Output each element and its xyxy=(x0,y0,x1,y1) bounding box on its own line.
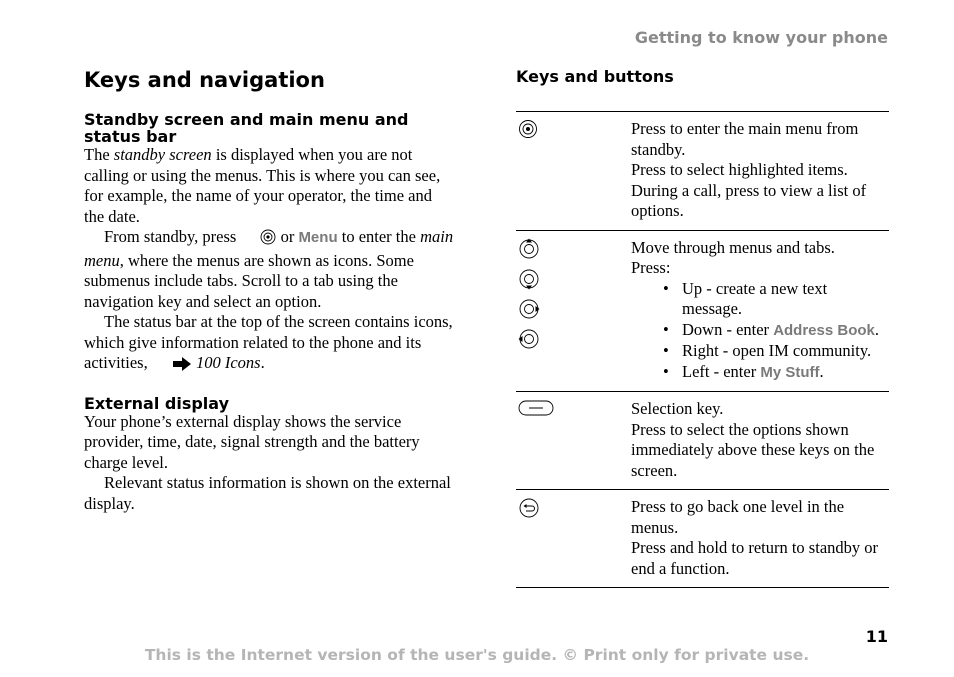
page-number: 11 xyxy=(865,627,888,646)
running-header: Getting to know your phone xyxy=(634,28,888,47)
list-item: • Up - create a new text message. xyxy=(663,279,889,320)
center-select-key-icon xyxy=(240,229,276,251)
selection-key-icon xyxy=(518,402,554,421)
table-row: Move through menus and tabs. Press: • Up - create a new text message. • Down - enter Address Book. • Right - open IM community. • Left - enter My Stuff. xyxy=(516,230,889,392)
section-heading-keys-buttons: Keys and buttons xyxy=(516,67,674,86)
list-item: • Right - open IM community. xyxy=(663,341,889,362)
right-column xyxy=(516,64,889,588)
arrow-reference-icon xyxy=(152,356,192,377)
menu-label-address-book: Address Book xyxy=(773,321,875,339)
paragraph-standby-3: The status bar at the top of the screen contains icons, which give information related to the phone and its activities, 100 Icons. xyxy=(84,312,456,377)
keys-table xyxy=(516,111,889,588)
list-item: • Left - enter My Stuff. xyxy=(663,362,889,384)
menu-softkey-label: Menu xyxy=(298,229,338,246)
center-select-key-icon xyxy=(518,124,538,143)
section-heading-external-display: External display xyxy=(84,393,230,413)
menu-label-my-stuff: My Stuff xyxy=(760,363,820,381)
navigation-bullet-list xyxy=(631,279,889,384)
paragraph-external-1: Your phone’s external display shows the service provider, time, date, signal strength and the battery charge level. xyxy=(84,411,420,472)
left-column xyxy=(84,64,456,514)
back-key-icon xyxy=(518,504,540,523)
table-row: Selection key. Press to select the options shown immediately above these keys on the screen. xyxy=(516,392,889,490)
nav-left-key-icon xyxy=(518,328,631,350)
section-heading-standby: Standby screen and main menu and status bar xyxy=(84,110,409,146)
page-title: Keys and navigation xyxy=(84,68,325,92)
paragraph-standby-2: From standby, press or Menu to enter the main menu, where the menus are shown as icons. Some submenus include tabs. Scroll to a tab using the navigation key and select an option. xyxy=(84,227,454,311)
table-row: Press to enter the main menu from standby. Press to select highlighted items. During a call, press to view a list of options. xyxy=(516,112,889,231)
list-item: • Down - enter Address Book. xyxy=(663,320,889,342)
table-row: Press to go back one level in the menus. Press and hold to return to standby or end a function. xyxy=(516,490,889,588)
cross-reference-link: 100 Icons xyxy=(195,353,261,372)
footer-notice: This is the Internet version of the user's guide. © Print only for private use. xyxy=(144,646,810,664)
paragraph-standby-1: The standby screen is displayed when you are not calling or using the menus. This is where you can see, for example, the name of your operator, the time and the date. xyxy=(84,145,441,226)
nav-down-key-icon xyxy=(518,268,631,290)
nav-right-key-icon xyxy=(518,298,631,320)
paragraph-external-2: Relevant status information is shown on the external display. xyxy=(84,473,451,513)
nav-up-key-icon xyxy=(518,238,631,260)
